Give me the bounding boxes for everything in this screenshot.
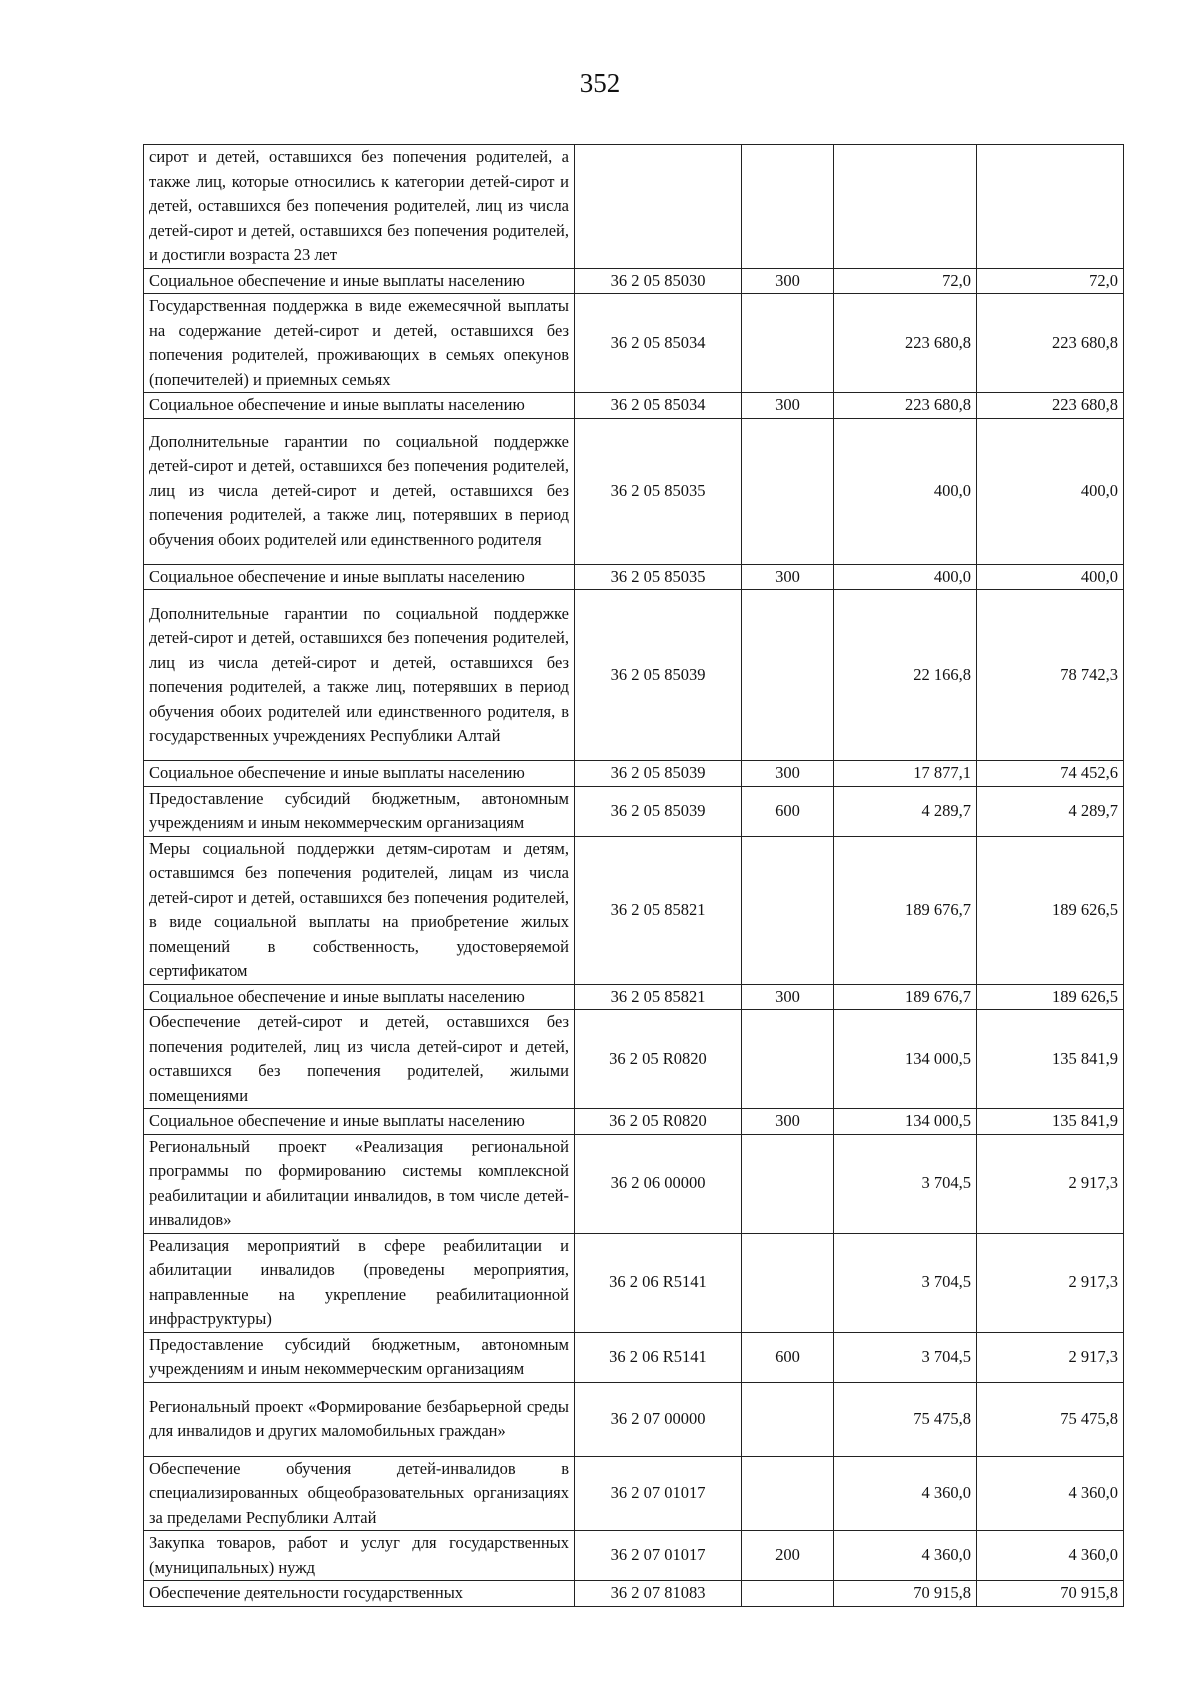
row-sum-2: 2 917,3 bbox=[977, 1332, 1124, 1382]
row-sum-1: 134 000,5 bbox=[834, 1010, 977, 1109]
row-code: 36 2 05 85821 bbox=[575, 984, 742, 1010]
row-sum-1: 189 676,7 bbox=[834, 984, 977, 1010]
row-code: 36 2 07 01017 bbox=[575, 1456, 742, 1531]
row-name: Обеспечение деятельности государственных bbox=[144, 1581, 575, 1607]
row-sum-2: 70 915,8 bbox=[977, 1581, 1124, 1607]
row-sum-2 bbox=[977, 145, 1124, 269]
row-expense-type: 300 bbox=[742, 564, 834, 590]
table-row bbox=[144, 393, 1124, 419]
row-sum-2: 189 626,5 bbox=[977, 984, 1124, 1010]
row-sum-2: 135 841,9 bbox=[977, 1109, 1124, 1135]
row-name: Предоставление субсидий бюджетным, автономным учреждениям и иным некоммерческим организациям bbox=[144, 786, 575, 836]
table-row bbox=[144, 1109, 1124, 1135]
row-sum-1: 4 360,0 bbox=[834, 1456, 977, 1531]
row-name: сирот и детей, оставшихся без попечения родителей, а также лиц, которые относились к категории детей-сирот и детей, оставшихся без попечения родителей, лиц из числа детей-сирот и детей, оставшихся без попечения родителей, и достигли возраста 23 лет bbox=[144, 145, 575, 269]
row-sum-1: 70 915,8 bbox=[834, 1581, 977, 1607]
table-row bbox=[144, 1531, 1124, 1581]
row-code: 36 2 06 R5141 bbox=[575, 1233, 742, 1332]
page-number: 352 bbox=[579, 68, 621, 98]
row-expense-type bbox=[742, 836, 834, 984]
row-code: 36 2 05 85039 bbox=[575, 590, 742, 761]
row-sum-2: 400,0 bbox=[977, 564, 1124, 590]
row-sum-1: 223 680,8 bbox=[834, 393, 977, 419]
row-code: 36 2 07 00000 bbox=[575, 1382, 742, 1456]
row-code bbox=[575, 145, 742, 269]
row-sum-1: 223 680,8 bbox=[834, 294, 977, 393]
row-name: Предоставление субсидий бюджетным, автономным учреждениям и иным некоммерческим организациям bbox=[144, 1332, 575, 1382]
row-sum-2: 400,0 bbox=[977, 418, 1124, 564]
row-sum-2: 189 626,5 bbox=[977, 836, 1124, 984]
row-expense-type bbox=[742, 1581, 834, 1607]
row-sum-1: 400,0 bbox=[834, 418, 977, 564]
table-row bbox=[144, 1010, 1124, 1109]
table-row bbox=[144, 1134, 1124, 1233]
row-code: 36 2 05 85039 bbox=[575, 761, 742, 787]
row-expense-type bbox=[742, 1134, 834, 1233]
row-sum-1: 4 289,7 bbox=[834, 786, 977, 836]
row-sum-1: 134 000,5 bbox=[834, 1109, 977, 1135]
row-sum-2: 4 289,7 bbox=[977, 786, 1124, 836]
row-sum-1: 189 676,7 bbox=[834, 836, 977, 984]
row-sum-1: 3 704,5 bbox=[834, 1233, 977, 1332]
row-expense-type: 600 bbox=[742, 1332, 834, 1382]
table-row bbox=[144, 1456, 1124, 1531]
row-sum-2: 135 841,9 bbox=[977, 1010, 1124, 1109]
row-sum-1: 22 166,8 bbox=[834, 590, 977, 761]
row-code: 36 2 05 R0820 bbox=[575, 1010, 742, 1109]
budget-table-body bbox=[144, 145, 1124, 1607]
row-code: 36 2 05 85035 bbox=[575, 564, 742, 590]
row-sum-2: 2 917,3 bbox=[977, 1134, 1124, 1233]
table-row bbox=[144, 590, 1124, 761]
table-row bbox=[144, 564, 1124, 590]
table-row bbox=[144, 836, 1124, 984]
row-sum-2: 78 742,3 bbox=[977, 590, 1124, 761]
row-code: 36 2 06 R5141 bbox=[575, 1332, 742, 1382]
row-expense-type bbox=[742, 145, 834, 269]
table-row bbox=[144, 1332, 1124, 1382]
table-row bbox=[144, 268, 1124, 294]
row-code: 36 2 05 85030 bbox=[575, 268, 742, 294]
row-name: Дополнительные гарантии по социальной поддержке детей-сирот и детей, оставшихся без попечения родителей, лиц из числа детей-сирот и детей, оставшихся без попечения родителей, а также лиц, потерявших в период обучения обоих родителей или единственного родителя bbox=[144, 418, 575, 564]
row-name: Социальное обеспечение и иные выплаты населению bbox=[144, 761, 575, 787]
row-expense-type bbox=[742, 418, 834, 564]
row-code: 36 2 05 85035 bbox=[575, 418, 742, 564]
row-expense-type: 300 bbox=[742, 1109, 834, 1135]
table-row bbox=[144, 145, 1124, 269]
row-name: Государственная поддержка в виде ежемесячной выплаты на содержание детей-сирот и детей, оставшихся без попечения родителей, проживающих в семьях опекунов (попечителей) и приемных семьях bbox=[144, 294, 575, 393]
row-sum-1: 400,0 bbox=[834, 564, 977, 590]
row-name: Социальное обеспечение и иные выплаты населению bbox=[144, 564, 575, 590]
row-name: Социальное обеспечение и иные выплаты населению bbox=[144, 268, 575, 294]
row-expense-type: 600 bbox=[742, 786, 834, 836]
row-sum-2: 72,0 bbox=[977, 268, 1124, 294]
row-code: 36 2 07 81083 bbox=[575, 1581, 742, 1607]
row-expense-type bbox=[742, 1233, 834, 1332]
row-name: Закупка товаров, работ и услуг для государственных (муниципальных) нужд bbox=[144, 1531, 575, 1581]
budget-table bbox=[143, 144, 1124, 1607]
row-sum-2: 4 360,0 bbox=[977, 1531, 1124, 1581]
table-row bbox=[144, 418, 1124, 564]
row-expense-type bbox=[742, 590, 834, 761]
row-sum-2: 223 680,8 bbox=[977, 294, 1124, 393]
row-name: Обеспечение детей-сирот и детей, оставшихся без попечения родителей, лиц из числа детей-сирот и детей, оставшихся без попечения родителей, жилыми помещениями bbox=[144, 1010, 575, 1109]
row-expense-type bbox=[742, 1382, 834, 1456]
row-name: Социальное обеспечение и иные выплаты населению bbox=[144, 393, 575, 419]
table-row bbox=[144, 1581, 1124, 1607]
row-code: 36 2 05 85034 bbox=[575, 393, 742, 419]
row-code: 36 2 06 00000 bbox=[575, 1134, 742, 1233]
row-expense-type bbox=[742, 294, 834, 393]
row-name: Дополнительные гарантии по социальной поддержке детей-сирот и детей, оставшихся без попечения родителей, лиц из числа детей-сирот и детей, оставшихся без попечения родителей, а также лиц, потерявших в период обучения обоих родителей или единственного родителя, в государственных учреждениях Республики Алтай bbox=[144, 590, 575, 761]
table-row bbox=[144, 1233, 1124, 1332]
row-expense-type bbox=[742, 1456, 834, 1531]
row-sum-1: 17 877,1 bbox=[834, 761, 977, 787]
row-name: Меры социальной поддержки детям-сиротам и детям, оставшимся без попечения родителей, лицам из числа детей-сирот и детей, оставшихся без попечения родителей, в виде социальной выплаты на приобретение жилых помещений в собственность, удостоверяемой сертификатом bbox=[144, 836, 575, 984]
row-code: 36 2 05 R0820 bbox=[575, 1109, 742, 1135]
table-row bbox=[144, 761, 1124, 787]
row-sum-1: 75 475,8 bbox=[834, 1382, 977, 1456]
row-expense-type: 300 bbox=[742, 761, 834, 787]
row-name: Социальное обеспечение и иные выплаты населению bbox=[144, 1109, 575, 1135]
table-row bbox=[144, 294, 1124, 393]
row-sum-2: 74 452,6 bbox=[977, 761, 1124, 787]
table-row bbox=[144, 1382, 1124, 1456]
row-expense-type bbox=[742, 1010, 834, 1109]
row-sum-1 bbox=[834, 145, 977, 269]
row-sum-1: 3 704,5 bbox=[834, 1134, 977, 1233]
row-name: Региональный проект «Реализация региональной программы по формированию системы комплексной реабилитации и абилитации инвалидов, в том числе детей-инвалидов» bbox=[144, 1134, 575, 1233]
row-sum-1: 4 360,0 bbox=[834, 1531, 977, 1581]
row-name: Региональный проект «Формирование безбарьерной среды для инвалидов и других маломобильных граждан» bbox=[144, 1382, 575, 1456]
row-sum-2: 4 360,0 bbox=[977, 1456, 1124, 1531]
row-code: 36 2 05 85821 bbox=[575, 836, 742, 984]
row-sum-1: 72,0 bbox=[834, 268, 977, 294]
row-expense-type: 300 bbox=[742, 268, 834, 294]
row-sum-2: 2 917,3 bbox=[977, 1233, 1124, 1332]
row-name: Социальное обеспечение и иные выплаты населению bbox=[144, 984, 575, 1010]
table-row bbox=[144, 984, 1124, 1010]
row-code: 36 2 05 85039 bbox=[575, 786, 742, 836]
row-expense-type: 300 bbox=[742, 984, 834, 1010]
table-row bbox=[144, 786, 1124, 836]
row-code: 36 2 05 85034 bbox=[575, 294, 742, 393]
row-code: 36 2 07 01017 bbox=[575, 1531, 742, 1581]
row-expense-type: 200 bbox=[742, 1531, 834, 1581]
row-sum-1: 3 704,5 bbox=[834, 1332, 977, 1382]
row-expense-type: 300 bbox=[742, 393, 834, 419]
row-name: Обеспечение обучения детей-инвалидов в специализированных общеобразовательных организациях за пределами Республики Алтай bbox=[144, 1456, 575, 1531]
row-sum-2: 75 475,8 bbox=[977, 1382, 1124, 1456]
row-name: Реализация мероприятий в сфере реабилитации и абилитации инвалидов (проведены мероприятия, направленные на укрепление реабилитационной инфраструктуры) bbox=[144, 1233, 575, 1332]
row-sum-2: 223 680,8 bbox=[977, 393, 1124, 419]
